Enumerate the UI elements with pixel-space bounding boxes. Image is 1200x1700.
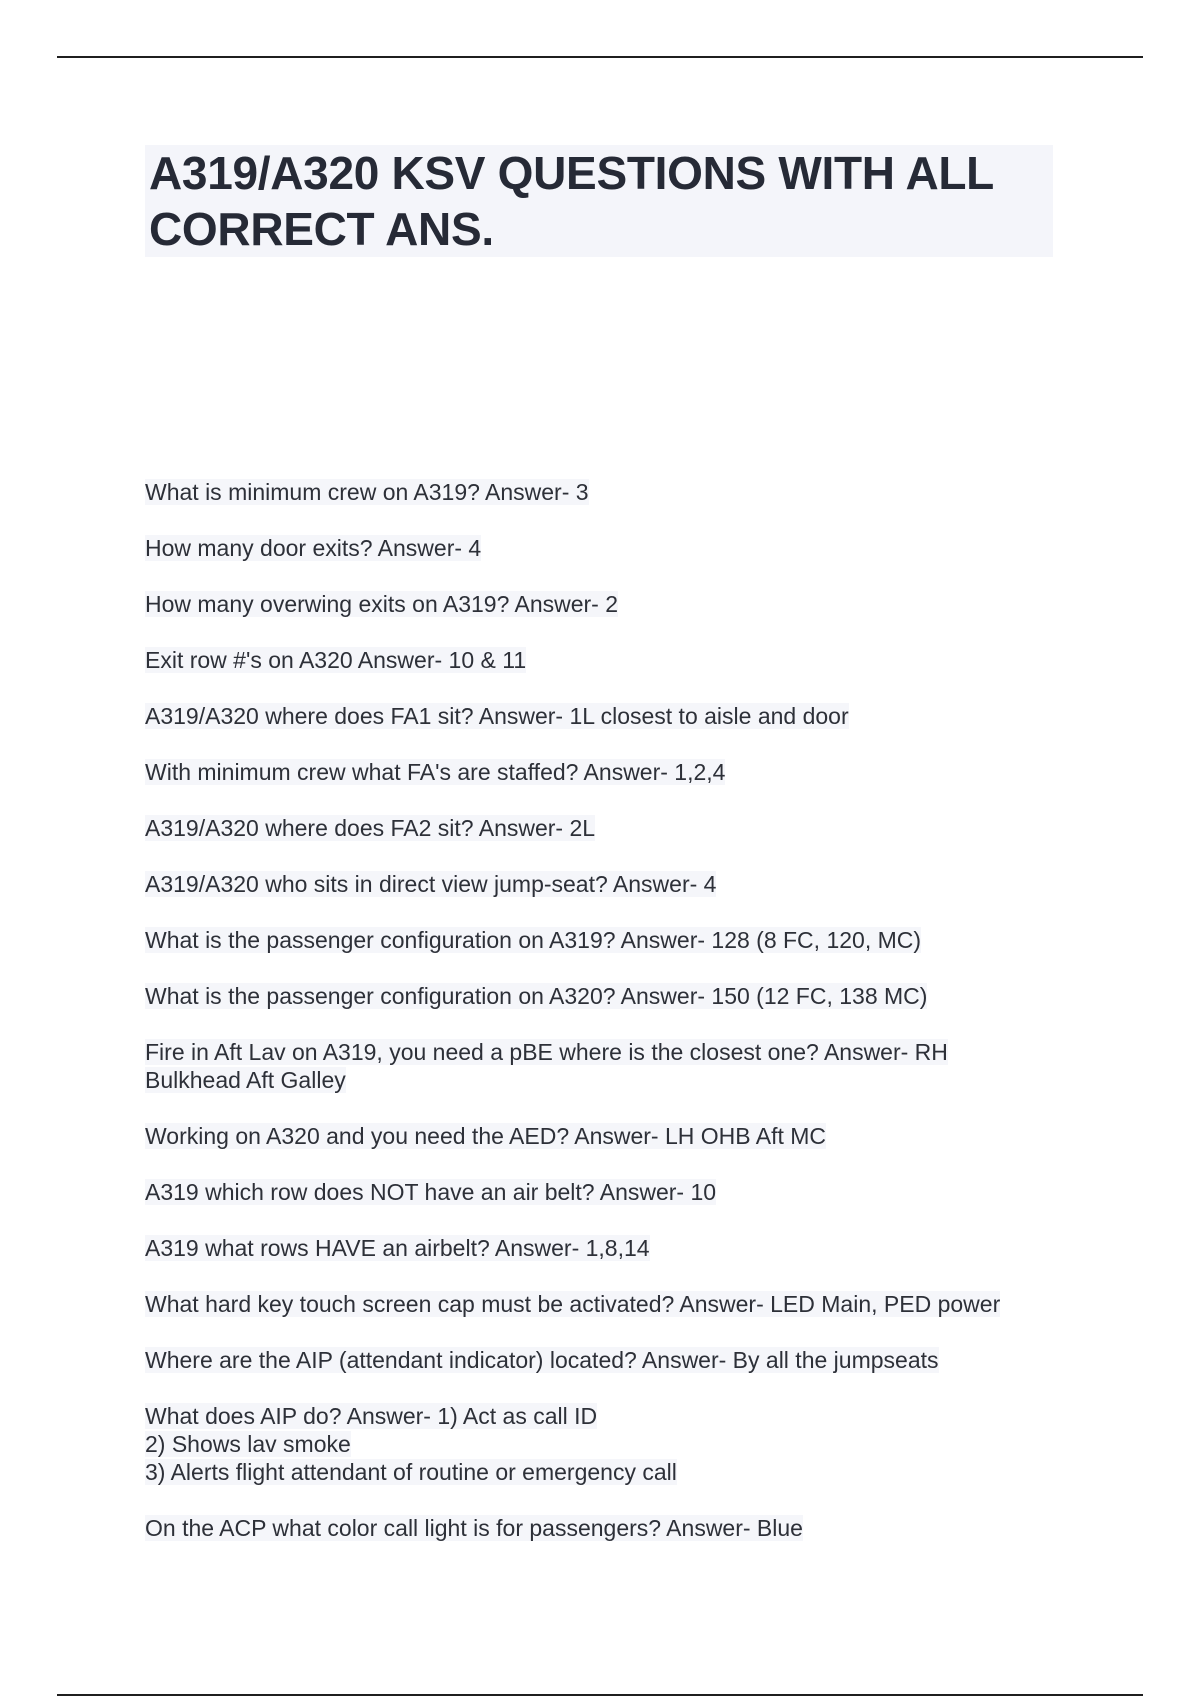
title-block bbox=[145, 145, 1053, 257]
qa-text: A319/A320 where does FA2 sit? Answer- 2L bbox=[145, 815, 596, 841]
bottom-rule bbox=[57, 1694, 1143, 1696]
qa-text: On the ACP what color call light is for passengers? Answer- Blue bbox=[145, 1515, 803, 1541]
qa-item bbox=[145, 1514, 1065, 1542]
qa-item bbox=[145, 1178, 1065, 1206]
qa-text: How many door exits? Answer- 4 bbox=[145, 535, 482, 561]
qa-item bbox=[145, 758, 1065, 786]
qa-text: What does AIP do? Answer- 1) Act as call ID 2) Shows lav smoke 3) Alerts flight attendant of routine or emergency call bbox=[145, 1403, 677, 1485]
qa-text: A319/A320 where does FA1 sit? Answer- 1L closest to aisle and door bbox=[145, 703, 849, 729]
top-rule bbox=[57, 56, 1143, 58]
qa-text: Fire in Aft Lav on A319, you need a pBE where is the closest one? Answer- RH Bulkhead Aft Galley bbox=[145, 1039, 948, 1093]
qa-text: What is minimum crew on A319? Answer- 3 bbox=[145, 479, 589, 505]
qa-item bbox=[145, 534, 1065, 562]
qa-text: What is the passenger configuration on A319? Answer- 128 (8 FC, 120, MC) bbox=[145, 927, 922, 953]
qa-item bbox=[145, 478, 1065, 506]
qa-item bbox=[145, 870, 1065, 898]
qa-text: A319 which row does NOT have an air belt? Answer- 10 bbox=[145, 1179, 717, 1205]
qa-item bbox=[145, 926, 1065, 954]
qa-item bbox=[145, 1038, 1065, 1094]
qa-item bbox=[145, 1122, 1065, 1150]
qa-item bbox=[145, 646, 1065, 674]
qa-text: What hard key touch screen cap must be activated? Answer- LED Main, PED power bbox=[145, 1291, 1001, 1317]
qa-item bbox=[145, 1346, 1065, 1374]
qa-item bbox=[145, 590, 1065, 618]
qa-list bbox=[145, 478, 1065, 1570]
qa-text: Exit row #'s on A320 Answer- 10 & 11 bbox=[145, 647, 527, 673]
qa-text: Working on A320 and you need the AED? Answer- LH OHB Aft MC bbox=[145, 1123, 827, 1149]
document-title: A319/A320 KSV QUESTIONS WITH ALL CORRECT ANS. bbox=[149, 147, 994, 255]
qa-text: What is the passenger configuration on A320? Answer- 150 (12 FC, 138 MC) bbox=[145, 983, 928, 1009]
qa-item bbox=[145, 1234, 1065, 1262]
qa-item bbox=[145, 982, 1065, 1010]
qa-text: A319/A320 who sits in direct view jump-seat? Answer- 4 bbox=[145, 871, 717, 897]
qa-text: How many overwing exits on A319? Answer- 2 bbox=[145, 591, 619, 617]
qa-item bbox=[145, 702, 1065, 730]
qa-item bbox=[145, 814, 1065, 842]
qa-text: Where are the AIP (attendant indicator) located? Answer- By all the jumpseats bbox=[145, 1347, 939, 1373]
qa-item bbox=[145, 1402, 1065, 1486]
qa-text: A319 what rows HAVE an airbelt? Answer- 1,8,14 bbox=[145, 1235, 650, 1261]
qa-item bbox=[145, 1290, 1065, 1318]
qa-text: With minimum crew what FA's are staffed? Answer- 1,2,4 bbox=[145, 759, 726, 785]
